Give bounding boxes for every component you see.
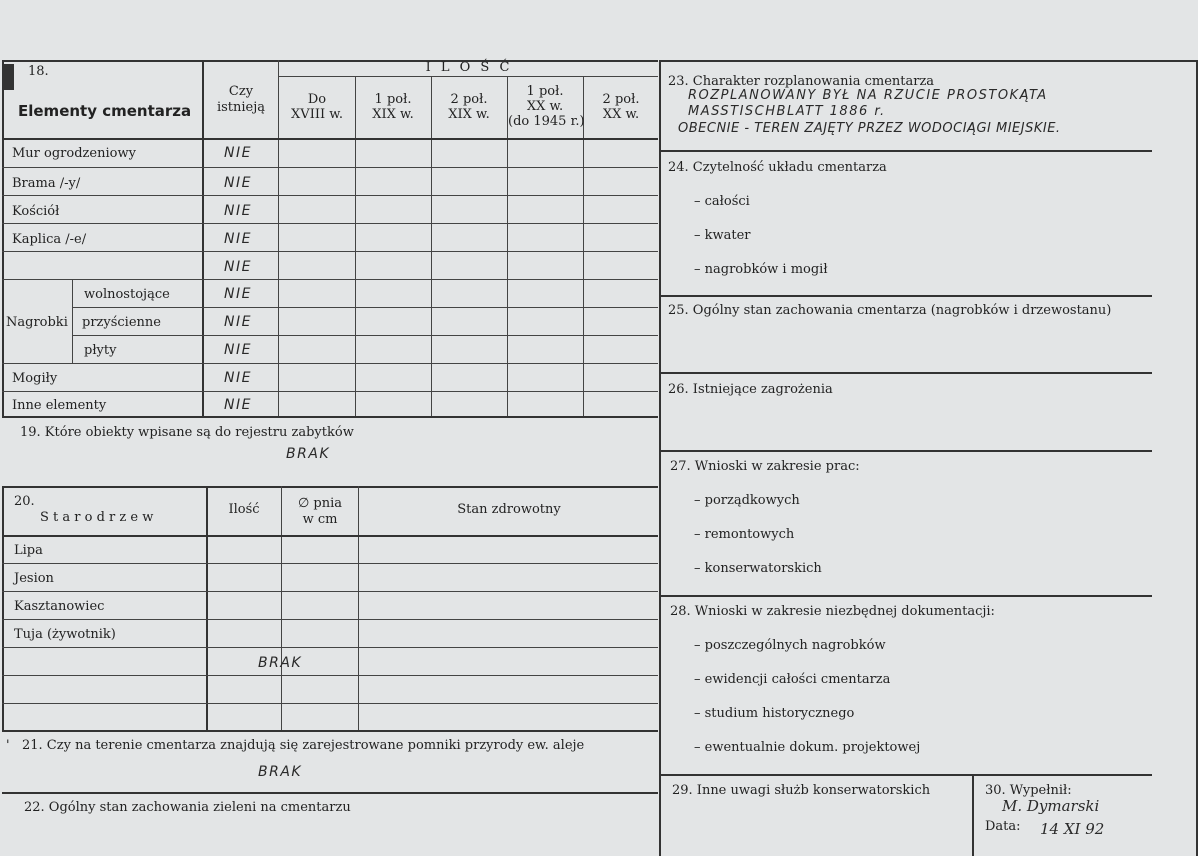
- sec30-name: M. Dymarski: [1002, 797, 1100, 815]
- sec22-label: 22. Ogólny stan zachowania zieleni na cmentarzu: [24, 800, 351, 815]
- sec24-item-calosci: – całości: [694, 194, 750, 209]
- col-header-4b: XX w.: [526, 99, 564, 114]
- answer-wolnostojace: NIE: [224, 286, 252, 302]
- sec23-hand-1: ROZPLANOWANY BYŁ NA RZUCIE PROSTOKĄTA: [688, 88, 1048, 103]
- sec18-number: 18.: [28, 64, 49, 79]
- sec20-ilosc-header: Ilość: [228, 502, 260, 517]
- answer-inne: NIE: [224, 397, 252, 413]
- sec24-item-kwater: – kwater: [694, 228, 751, 243]
- sec21-mark: ': [6, 738, 10, 753]
- sec20-pnia-header-2: w cm: [302, 512, 338, 527]
- col-header-4a: 1 poł.: [526, 84, 564, 99]
- sec28-item-projektowej: – ewentualnie dokum. projektowej: [694, 740, 921, 755]
- tree-kasztanowiec: Kasztanowiec: [14, 599, 105, 614]
- sec30-date-label: Data:: [985, 819, 1021, 834]
- sec20-title: S t a r o d r z e w: [40, 510, 154, 525]
- sec28-item-studium: – studium historycznego: [694, 706, 855, 721]
- sec23-label: 23. Charakter rozplanowania cmentarza: [668, 74, 935, 89]
- sec25-label: 25. Ogólny stan zachowania cmentarza (nagrobków i drzewostanu): [668, 303, 1112, 318]
- sec20-number: 20.: [14, 494, 35, 509]
- row-przyscienne: przyścienne: [82, 315, 161, 330]
- col-header-1b: XVIII w.: [291, 107, 343, 122]
- col-header-5a: 2 poł.: [602, 92, 640, 107]
- sec27-item-konserwatorskich: – konserwatorskich: [694, 561, 822, 576]
- tree-tuja: Tuja (żywotnik): [14, 627, 116, 642]
- answer-empty-row: NIE: [224, 259, 252, 275]
- row-mogily: Mogiły: [12, 371, 58, 386]
- sec21-answer: BRAK: [258, 764, 303, 780]
- sec24-label: 24. Czytelność układu cmentarza: [668, 160, 887, 175]
- sec18-title: Elementy cmentarza: [18, 102, 192, 120]
- sec26-label: 26. Istniejące zagrożenia: [668, 382, 833, 397]
- sec20-stan-header: Stan zdrowotny: [457, 502, 561, 517]
- sec29-label: 29. Inne uwagi służb konserwatorskich: [672, 783, 931, 798]
- answer-brama: NIE: [224, 175, 252, 191]
- sec28-item-ewidencji: – ewidencji całości cmentarza: [694, 672, 891, 687]
- answer-mur: NIE: [224, 145, 252, 161]
- sec28-item-nagrobkow: – poszczególnych nagrobków: [694, 638, 886, 653]
- answer-kosciol: NIE: [224, 203, 252, 219]
- col-header-3a: 2 poł.: [450, 92, 488, 107]
- sec24-item-nagrobkow: – nagrobków i mogił: [694, 262, 828, 277]
- row-kaplica: Kaplica /-e/: [12, 232, 87, 247]
- answer-plyty: NIE: [224, 342, 252, 358]
- sec27-item-porzadkowych: – porządkowych: [694, 493, 800, 508]
- row-mur: Mur ogrodzeniowy: [12, 146, 136, 161]
- col-header-1a: Do: [307, 92, 327, 107]
- sec19-label: 19. Które obiekty wpisane są do rejestru zabytków: [20, 425, 354, 440]
- tree-lipa: Lipa: [14, 543, 43, 558]
- row-plyty: płyty: [84, 343, 117, 358]
- col-header-3b: XIX w.: [448, 107, 490, 122]
- czy-header-1: Czy: [228, 84, 254, 99]
- sec28-label: 28. Wnioski w zakresie niezbędnej dokumentacji:: [670, 604, 995, 619]
- sec23-hand-3: OBECNIE - TEREN ZAJĘTY PRZEZ WODOCIĄGI MIEJSKIE.: [678, 121, 1061, 136]
- ilosc-header: I L O Ś Ć: [425, 60, 513, 75]
- col-header-2a: 1 poł.: [374, 92, 412, 107]
- row-wolnostojace: wolnostojące: [84, 287, 170, 302]
- row-nagrobki: Nagrobki: [6, 315, 68, 330]
- row-brama: Brama /-y/: [12, 176, 81, 191]
- sec20-answer: BRAK: [258, 655, 303, 671]
- col-header-5b: XX w.: [602, 107, 640, 122]
- sec21-label: 21. Czy na terenie cmentarza znajdują się zarejestrowane pomniki przyrody ew. aleje: [22, 738, 585, 753]
- row-inne: Inne elementy: [12, 398, 107, 413]
- sec27-item-remontowych: – remontowych: [694, 527, 795, 542]
- sec19-answer: BRAK: [286, 446, 331, 462]
- row-kosciol: Kościół: [12, 204, 60, 219]
- answer-przyscienne: NIE: [224, 314, 252, 330]
- tree-jesion: Jesion: [14, 571, 54, 586]
- answer-kaplica: NIE: [224, 231, 252, 247]
- czy-header-2: istnieją: [216, 100, 266, 115]
- sec23-hand-2: MASSTISCHBLATT 1886 r.: [688, 104, 886, 119]
- col-header-4c: (do 1945 r.): [508, 114, 585, 129]
- sec30-date: 14 XI 92: [1040, 820, 1105, 838]
- sec27-label: 27. Wnioski w zakresie prac:: [670, 459, 860, 474]
- sec30-label: 30. Wypełnił:: [985, 783, 1072, 798]
- sec20-pnia-header-1: ∅ pnia: [297, 496, 343, 511]
- answer-mogily: NIE: [224, 370, 252, 386]
- col-header-2b: XIX w.: [372, 107, 414, 122]
